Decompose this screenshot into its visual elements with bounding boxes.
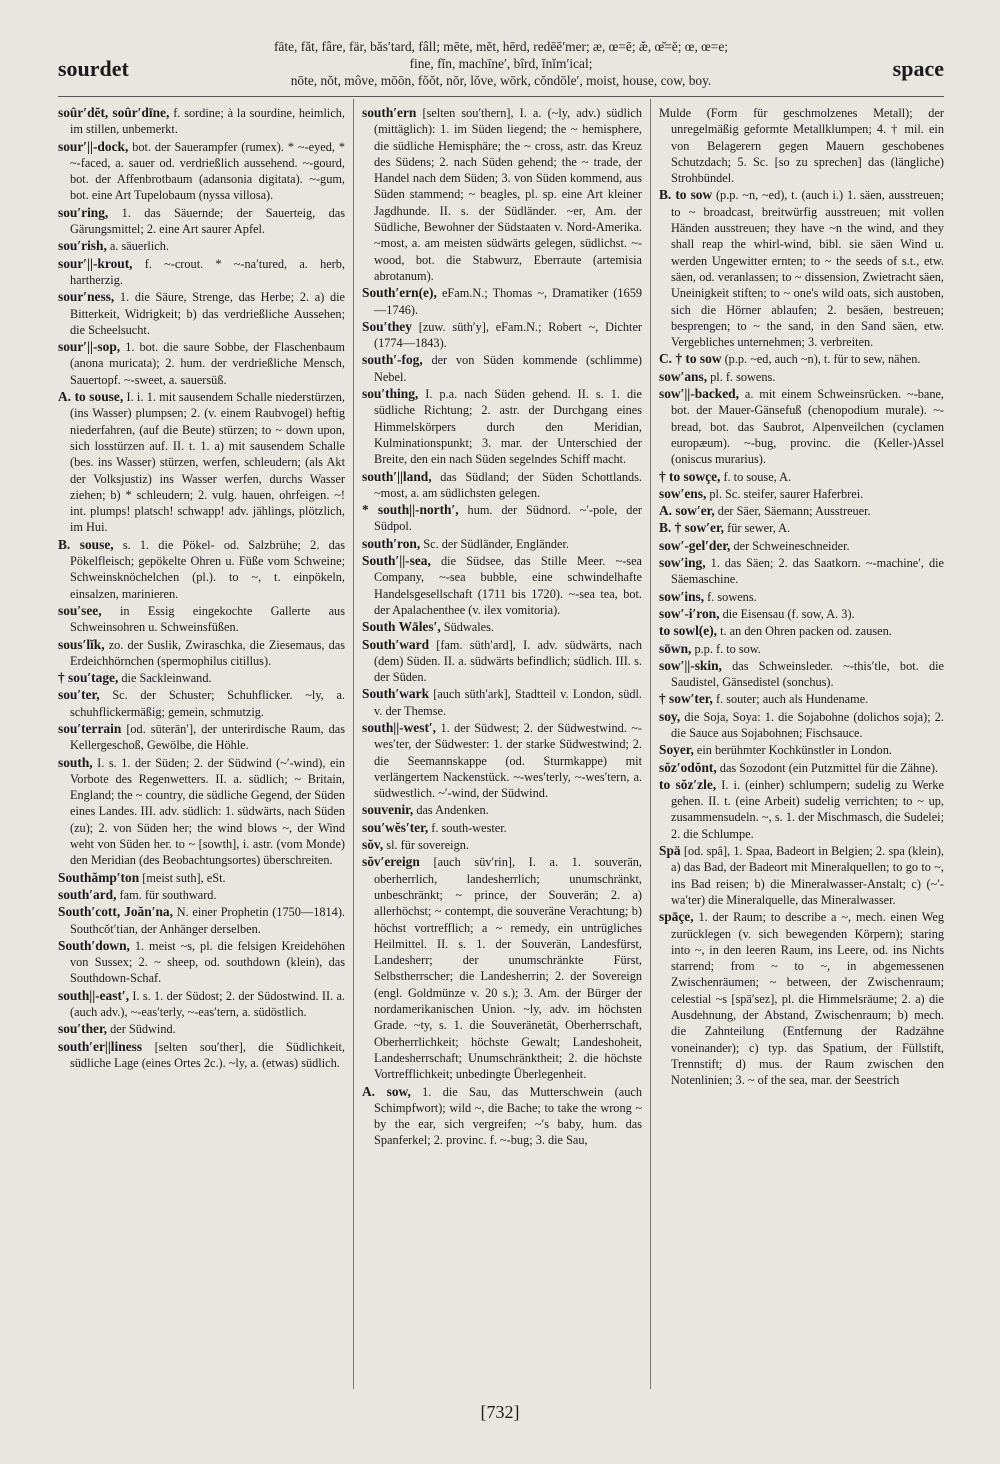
column-1: [58, 99, 354, 1389]
entry-headword: spāçe,: [659, 909, 694, 925]
entry-headword: sow′ins,: [659, 588, 705, 604]
entry-headword: sour′||-dock,: [58, 138, 129, 154]
entry-headword: sŏv′ereign: [362, 854, 420, 870]
entry-headword: sou′wĕs′ter,: [362, 819, 429, 835]
entry-definition: a. säuerlich.: [109, 239, 169, 254]
dictionary-entry: [362, 619, 642, 635]
entry-headword: soy,: [659, 708, 681, 724]
entry-definition: hum. der Südnord. ~′-pole, der Südpol.: [374, 503, 642, 534]
entry-definition: f. souter; auch als Hundename.: [715, 692, 869, 707]
entry-definition: der von Süden kommende (schlimme) Nebel.: [374, 353, 643, 384]
entry-headword: sou′ther,: [58, 1021, 108, 1037]
dictionary-entry: [659, 909, 944, 1088]
entry-definition: I. s. 1. der Südost; 2. der Südostwind. II. a. (auch adv.), ~-eas′terly, ~-eas′tern, a. südöstlich.: [70, 988, 345, 1020]
dictionary-entry: [362, 720, 642, 801]
entry-headword: sow′||-backed,: [659, 386, 739, 402]
entry-headword: Spä: [659, 843, 681, 859]
entry-definition: [fam. süth′ard], I. adv. südwärts, nach (dem) Süden. II. a. südwärts befindlich; südlich. III. s. der Süden.: [374, 637, 643, 685]
entry-definition: s. 1. die Pökel- od. Salzbrühe; 2. das Pökelfleisch; gepökelte Ohren u. Füße vom Schweine; Schweinsknöchelchen (pl.). to ~, t. einpökeln, einsalzen, marinieren.: [70, 537, 345, 601]
entry-definition: die Eisensau (f. sow, A. 3).: [722, 606, 855, 621]
entry-definition: 1. das Säen; 2. das Saatkorn. ~-machine′, die Säemaschine.: [671, 556, 944, 587]
dictionary-entry: [659, 520, 944, 536]
dictionary-entry: [58, 1021, 345, 1037]
entry-headword: south||-east′,: [58, 987, 130, 1003]
entry-headword: * south||-north′,: [362, 502, 459, 518]
dictionary-entry: [58, 938, 345, 987]
entry-headword: Southămp′ton: [58, 869, 140, 885]
entry-headword: A. to souse,: [58, 389, 124, 405]
dictionary-entry: [659, 742, 944, 758]
entry-definition: in Essig eingekochte Gallerte aus Schweinsohren u. Schweinsfüßen.: [70, 603, 345, 635]
entry-headword: sōwn,: [659, 640, 692, 656]
entry-headword: South′cott, Joăn′na,: [58, 904, 173, 920]
dictionary-entry: [659, 105, 944, 186]
entry-definition: [auch süth′ark], Stadtteil v. London, südl. v. der Themse.: [374, 687, 642, 718]
dictionary-entry: [659, 658, 944, 691]
dictionary-entry: [58, 670, 345, 686]
dictionary-entry: [58, 139, 345, 204]
entry-definition: das Sozodont (ein Putzmittel für die Zähne).: [719, 760, 939, 775]
entry-definition: [auch süv′rin], I. a. 1. souverän, oberherrlich, landesherrlich; unumschränkt, unbeschränkt; ~ prince, der Souverän; 2. a) allerhöchst; ~ contempt, die souveräne Verachtung; b) höchst vortrefflich; a ~ remedy, ein untrügliches Heilmittel. II. s. 1. der Souverän, Landesfürst, Landesherr; der unumschränkte Fürst, Selbstherrscher; die Landesherrin; 2. der Sovereign (engl. Goldmünze v. 20 s.); 3. Am. der Bürger der nordamerikanischen Union. ~ly, adv. im höchsten Grade. ~ty, s. 1. die Souveränetät, Oberherrschaft, Oberherrlichkeit; höchste Gewalt; Landeshoheit, Landesherrschaft; Unumschränktheit; 2. die höchste Vortrefflichkeit; unbedingte Überlegenheit.: [374, 855, 643, 1082]
dictionary-entry: [58, 603, 345, 636]
dictionary-entry: [58, 755, 345, 869]
dictionary-entry: [659, 369, 944, 385]
entry-definition: p.p. f. to sow.: [694, 641, 761, 656]
dictionary-entry: [58, 339, 345, 388]
entry-definition: 1. die Sau, das Mutterschwein (auch Schimpfwort); wild ~, die Bache; to take the wrong ~ by the ear, sich vergreifen; ~′s baby, hum. das Spanferkel; 2. provinc. f. ~-bug; 3. die Sau,: [374, 1084, 642, 1148]
entry-headword: South′ward: [362, 636, 430, 652]
entry-definition: das Andenken.: [416, 803, 489, 818]
entry-headword: B. souse,: [58, 536, 114, 552]
entry-definition: f. south-wester.: [431, 820, 507, 835]
dictionary-entry: [58, 238, 345, 254]
entry-headword: † sou′tage,: [58, 670, 119, 686]
entry-definition: bot. der Sauerampfer (rumex). * ~-eyed, * ~-faced, a. sauer od. verdrießlich aussehend. ~-gourd, bot. der Affenbrotbaum (adansonia digitata). ~-gum, bot. eine Art Tupelobaum (nyssa villosa).: [70, 139, 346, 203]
entry-definition: das Schweinsleder. ~-this′tle, bot. die Saudistel, Gänsedistel (sonchus).: [671, 658, 944, 690]
dictionary-entry: [58, 904, 345, 937]
entry-definition: I. p.a. nach Süden gehend. II. s. 1. die südliche Richtung; 2. astr. der Durchgang eines Himmelskörpers durch den Meridian, Kulminationspunkt; 3. mar. der Unterschied der Breite, den ein nach Süden segelndes Schiff macht.: [374, 387, 642, 467]
entry-definition: die Südsee, das Stille Meer. ~-sea Company, ~-sea bubble, eine schwindelhafte Handelsgesellschaft (1711 bis 1720). ~-sea tea, bot. der Apalachenthee (v. ilex vomitoria).: [374, 554, 642, 617]
entry-headword: B. † sow′er,: [659, 520, 725, 536]
entry-headword: South′ern(e),: [362, 285, 437, 301]
dictionary-entry: [58, 105, 345, 138]
entry-headword: A. sow′er,: [659, 503, 715, 519]
column-3: [651, 99, 944, 1389]
dictionary-entry: [659, 555, 944, 588]
entry-definition: I. i. (einher) schlumpern; sudelig zu Werke gehen. II. t. (eine Arbeit) sudelig verrichten; to ~ up, zusammensudeln. ~, s. 1. der Mischmasch, die Sudelei; 2. die Schlumpe.: [671, 777, 944, 841]
entry-headword: south′-fog,: [362, 352, 423, 368]
dictionary-entry: [58, 988, 345, 1021]
entry-definition: Südwales.: [443, 620, 494, 635]
dictionary-entry: [659, 486, 944, 502]
dictionary-entry: [58, 1039, 345, 1072]
dictionary-entry: [362, 854, 642, 1082]
dictionary-entry: [362, 837, 642, 853]
dictionary-entry: [362, 352, 642, 385]
entry-headword: sou′ter,: [58, 687, 100, 703]
dictionary-entry: [58, 256, 345, 289]
entry-definition: 1. bot. die saure Sobbe, der Flaschenbaum (anona muricata); 2. hum. der verdrießliche Mensch, Sauertopf. ~-sweet, a. sauersüß.: [70, 340, 345, 387]
entry-headword: south′ern: [362, 105, 417, 120]
entry-definition: Sc. der Südländer, Engländer.: [423, 536, 569, 551]
dictionary-entry: [58, 205, 345, 238]
entry-definition: [od. sūterān′], der unterirdische Raum, das Kellergeschoß, Gewölbe, die Höhle.: [70, 721, 345, 753]
dictionary-entry: [58, 289, 345, 338]
entry-definition: 1. der Südwest; 2. der Südwestwind. ~-wes′ter, der Südwester: 1. der starke Südwestwind; 2. die Seemannskappe (od. Sturmkappe) mit verlängertem Nackenstück. ~-wes′terly, ~-wes′tern, a. südwestlich. ~′-wind, der Südwind.: [374, 720, 642, 801]
dictionary-entry: [58, 887, 345, 903]
dictionary-entry: [362, 536, 642, 552]
entry-definition: der Schweineschneider.: [733, 538, 850, 553]
dictionary-entry: [659, 503, 944, 519]
guide-word-left: sourdet: [58, 56, 129, 81]
entry-headword: South′wark: [362, 686, 430, 702]
entry-definition: 1. meist ~s, pl. die felsigen Kreidehöhen von Sussex; 2. ~ sheep, od. southdown (klein), das Southdown-Schaf.: [70, 938, 345, 986]
column-2: [354, 99, 651, 1389]
entry-headword: south||-west′,: [362, 719, 437, 735]
entry-headword: South Wāles′,: [362, 619, 441, 635]
entry-definition: ein berühmter Kochkünstler in London.: [696, 743, 892, 758]
entry-headword: sous′lĭk,: [58, 636, 105, 652]
entry-headword: sour′ness,: [58, 289, 115, 305]
dictionary-entry: [362, 686, 642, 719]
dictionary-entry: [362, 502, 642, 535]
entry-definition: [zuw. süth′y], eFam.N.; Robert ~, Dichter (1774—1843).: [374, 319, 642, 351]
dictionary-entry: [362, 1084, 642, 1149]
entry-headword: to sowl(e),: [659, 623, 718, 639]
entry-headword: south′ard,: [58, 886, 117, 902]
dictionary-entry: [659, 187, 944, 350]
entry-headword: † sow′ter,: [659, 691, 713, 707]
entry-definition: das Südland; der Süden Schottlands. ~most, a. am südlichsten gelegen.: [374, 469, 642, 500]
dictionary-entry: [362, 637, 642, 686]
pronunciation-key: [208, 38, 794, 89]
entry-headword: sow′-gel′der,: [659, 537, 731, 553]
entry-definition: fam. für southward.: [119, 887, 217, 902]
entry-columns: [58, 99, 944, 1389]
entry-definition: (p.p. ~n, ~ed), t. (auch i.) 1. säen, ausstreuen; to ~ broadcast, breitwürfig ausstreuen; mit vollen Händen ausstreuen; they have ~n the wind, and they shall reap the whirl-wind, bibl. sie säen Wind u. werden Ungewitter ernten; to ~ the seeds of s.t., etw. säen, od. veranlassen; to ~ dissension, Zwietracht säen, Uneinigkeit stiften; to ~ one's wild oats, sich austoben, sich die Hörner ablaufen; 2. besäen, bestreuen; besprengen; to ~ the sand, in den Sand säen, etw. Vergebliches unternehmen; 3. verbreiten.: [671, 188, 944, 350]
entry-definition: I. s. 1. der Süden; 2. der Südwind (~′-wind), ein Vorbote des Regenwetters. II. a. südlich; ~ Britain, England; the ~ country, die südliche Gegend, der Süden eines Landes. III. adv. südlich: 1. südwärts, nach Süden (zu); 2. von Süden her; the wind blows ~, der Wind weht von Süden her. to ~ [sowth], i. astr. (vom Monde) den Meridian (des Beobachtungsortes) überschreiten.: [70, 755, 345, 868]
entry-definition: die Sackleinwand.: [121, 671, 212, 686]
entry-definition: [selten sou′ther], die Südlichkeit, südliche Lage (eines Ortes 2c.). ~ly, a. (etwas) südlich.: [70, 1039, 346, 1070]
entry-definition: sl. für sovereign.: [386, 838, 469, 853]
dictionary-entry: [58, 870, 345, 886]
entry-definition: [od. spâ], 1. Spaa, Badeort in Belgien; 2. spa (klein), a) das Bad, der Badeort mit Mineralquellen; to go to ~, ins Bad reisen; b) die Mineralwasser-Anstalt; c) (~′-wa′ter) die Mineralquelle, das Mineralwasser.: [671, 844, 944, 907]
dictionary-entry: [362, 820, 642, 836]
entry-headword: sou′see,: [58, 602, 102, 618]
entry-headword: sŏz′odŏnt,: [659, 759, 717, 775]
pronunciation-key-line: nōte, nŏt, môve, mōōn, fŏŏt, nŏr, lŏve, wōrk, cŏndōle′, moist, house, cow, boy.: [290, 73, 712, 88]
entry-headword: sou′ring,: [58, 204, 109, 220]
entry-headword: sow′ens,: [659, 485, 707, 501]
dictionary-entry: [659, 760, 944, 776]
dictionary-entry: [659, 843, 944, 908]
entry-headword: sour′||-krout,: [58, 255, 133, 271]
entry-headword: sou′thing,: [362, 386, 419, 402]
entry-headword: to sŏz′zle,: [659, 776, 717, 792]
entry-definition: a. mit einem Schweinsrücken. ~-bane, bot. der Mauer-Gänsefuß (chenopodium murale). ~-bread, bot. das Saubrot, Alpenveilchen (cyclamen europæum). ~-bug, provinc. die (Keller-)Assel (oniscus murarius).: [671, 387, 944, 467]
entry-headword: † to sowçe,: [659, 468, 721, 484]
entry-headword: sow′-i′ron,: [659, 605, 720, 621]
dictionary-entry: [659, 606, 944, 622]
entry-definition: der Säer, Säemann; Ausstreuer.: [717, 504, 871, 519]
dictionary-entry: [659, 641, 944, 657]
entry-headword: C. † to sow: [659, 351, 722, 367]
entry-headword: souvenir,: [362, 802, 414, 818]
guide-word-right: space: [892, 56, 944, 81]
entry-headword: B. to sow: [659, 187, 713, 203]
entry-definition: der Südwind.: [110, 1022, 176, 1037]
entry-definition: f. sowens.: [707, 589, 757, 604]
entry-definition: f. sordine; à la sourdine, heimlich, im stillen, unbemerkt.: [70, 106, 346, 137]
entry-definition: pl. f. sowens.: [710, 369, 776, 384]
entry-definition: zo. der Suslik, Zwiraschka, die Ziesemaus, das Erdeichhörnchen (spermophilus citillus).: [70, 637, 345, 668]
dictionary-entry: [58, 637, 345, 670]
entry-headword: sou′terrain: [58, 720, 122, 736]
page-number: [732]: [480, 1402, 520, 1422]
entry-definition: Mulde (Form für geschmolzenes Metall); der unregelmäßig geformte Metallklumpen; 4. † mil. ein von Belagerern gegen Mauern geschobenes Schutzdach; 5. Sc. [so zu sprechen] das (längliche) Strohbündel.: [659, 106, 944, 186]
entry-definition: pl. Sc. steifer, saurer Haferbrei.: [709, 486, 864, 501]
entry-definition: Sc. der Schuster; Schuhflicker. ~ly, a. schuhflickermäßig; gemein, schmutzig.: [70, 688, 345, 719]
dictionary-entry: [58, 389, 345, 536]
dictionary-entry: [659, 351, 944, 367]
entry-headword: south′ron,: [362, 535, 421, 551]
entry-headword: Soyer,: [659, 742, 694, 758]
dictionary-entry: [659, 777, 944, 842]
entry-headword: South′||-sea,: [362, 553, 431, 569]
dictionary-entry: [659, 691, 944, 707]
dictionary-entry: [659, 386, 944, 467]
entry-definition: die Soja, Soya: 1. die Sojabohne (dolichos soja); 2. die Sauce aus Sojabohnen; Fischsauce.: [671, 709, 944, 740]
page-header: [58, 38, 944, 97]
entry-definition: I. i. 1. mit sausendem Schalle niederstürzen, (ins Wasser) plumpsen; 2. (v. einem Raubvogel) heftig niederfahren, (auf die Beute) stürzen; to ~ down upon, sich losstürzen auf. II. t. 1. a) mit sausendem Schalle (bes. ins Wasser) stürzen, werfen, schleudern; (als Akt der Volksjustiz) ins Wasser werfen, durchs Wasser ziehen; b) * schleudern; 2. vulg. hauen, ohrfeigen. ~! int. plumps! platsch! schwapp! adv. jählings, plötzlich, im Hui.: [70, 390, 345, 535]
entry-definition: f. ~-crout. * ~-na′tured, a. herb, hartherzig.: [70, 256, 345, 287]
entry-headword: sŏv,: [362, 837, 384, 853]
entry-headword: sou′rish,: [58, 238, 107, 254]
dictionary-entry: [362, 553, 642, 618]
dictionary-entry: [659, 538, 944, 554]
entry-headword: A. sow,: [362, 1083, 411, 1099]
entry-definition: eFam.N.; Thomas ~, Dramatiker (1659—1746).: [374, 286, 642, 317]
entry-headword: sow′||-skin,: [659, 657, 722, 673]
entry-headword: south′er||liness: [58, 1038, 143, 1054]
dictionary-entry: [58, 687, 345, 720]
entry-definition: 1. die Säure, Strenge, das Herbe; 2. a) die Bitterkeit, Widrigkeit; b) das verdrießliche Aussehen; die Scheelsucht.: [70, 290, 345, 337]
entry-definition: [meist suth], eSt.: [142, 870, 226, 885]
dictionary-entry: [362, 469, 642, 502]
dictionary-entry: [362, 802, 642, 818]
entry-definition: 1. der Raum; to describe a ~, mech. einen Weg zurücklegen (v. sich bewegenden Körpern); staring into ~, in den leeren Raum, ins Leere, od. ins Nichts starrend; from ~ to ~, in abgemessenen Zwischenräumen; ~ between, der Zwischenraum; celestial ~s [spā′sez], pl. die Himmelsräume; 2. a) die Ausdehnung, der Abstand, Zwischenraum; b) mech. die Zahnteilung (Entfernung der Radzähne voneinander); c) typ. das Spatium, der Füllstift, Trennstift; d) mus. der Raum zwischen den Notenlinien; 3. ~ of the sea, mar. der Seestrich: [671, 910, 944, 1088]
entry-headword: soûr′dĕt, soûr′dīne,: [58, 105, 170, 120]
dictionary-entry: [659, 623, 944, 639]
entry-definition: f. to souse, A.: [723, 469, 792, 484]
entry-headword: Sou′they: [362, 318, 412, 334]
dictionary-entry: [659, 469, 944, 485]
dictionary-entry: [362, 285, 642, 318]
pronunciation-key-line: fine, fĭn, machīne′, bîrd, ĭnĭm′ical;: [409, 56, 593, 71]
entry-headword: south′||land,: [362, 468, 432, 484]
entry-definition: für sewer, A.: [727, 521, 791, 536]
entry-headword: sow′ans,: [659, 368, 708, 384]
dictionary-entry: [362, 386, 642, 467]
entry-headword: sour′||-sop,: [58, 339, 121, 355]
entry-definition: (p.p. ~ed, auch ~n), t. für to sew, nähen.: [724, 352, 921, 367]
dictionary-entry: [362, 105, 642, 284]
entry-definition: N. einer Prophetin (1750—1814). Southcŏt′tian, der Anhänger derselben.: [70, 905, 345, 936]
dictionary-entry: [659, 589, 944, 605]
pronunciation-key-line: fāte, făt, fâre, fär, băs′tard, fâll; mēte, mĕt, hērd, redēē′mer; æ, œ=ē; æ̆, œ̆=ĕ; œ, œ=e;: [273, 39, 729, 54]
dictionary-entry: [58, 537, 345, 602]
entry-definition: [selten sou′thern], I. a. (~ly, adv.) südlich (mittäglich): 1. im Süden liegend; the ~ hemisphere, die südliche Hemisphäre; the ~ cross, astr. das Kreuz des Südens; 2. nach Süden gehend; the ~ trade, der Handel nach dem Süden; 3. von Süden kommend, aus Süden stammend; ~ beagles, pl. sp. eine Art kleiner Jagdhunde. II. s. der Südländer. ~er, Am. der Südliche, Bewohner der Südstaaten v. Nord-Amerika. ~most, a. am meisten südwärts gelegen, südlichst. ~-wood, bot. die Stabwurz, Eberraute (artemisia abrotanum).: [374, 106, 642, 283]
dictionary-entry: [58, 721, 345, 754]
dictionary-entry: [362, 319, 642, 352]
dictionary-entry: [659, 709, 944, 742]
entry-headword: South′down,: [58, 937, 130, 953]
entry-headword: south,: [58, 754, 93, 770]
entry-definition: 1. das Säuernde; der Sauerteig, das Gärungsmittel; 2. eine Art saurer Apfel.: [70, 205, 345, 237]
entry-definition: t. an den Ohren packen od. zausen.: [720, 624, 892, 639]
entry-headword: sow′ing,: [659, 555, 706, 571]
